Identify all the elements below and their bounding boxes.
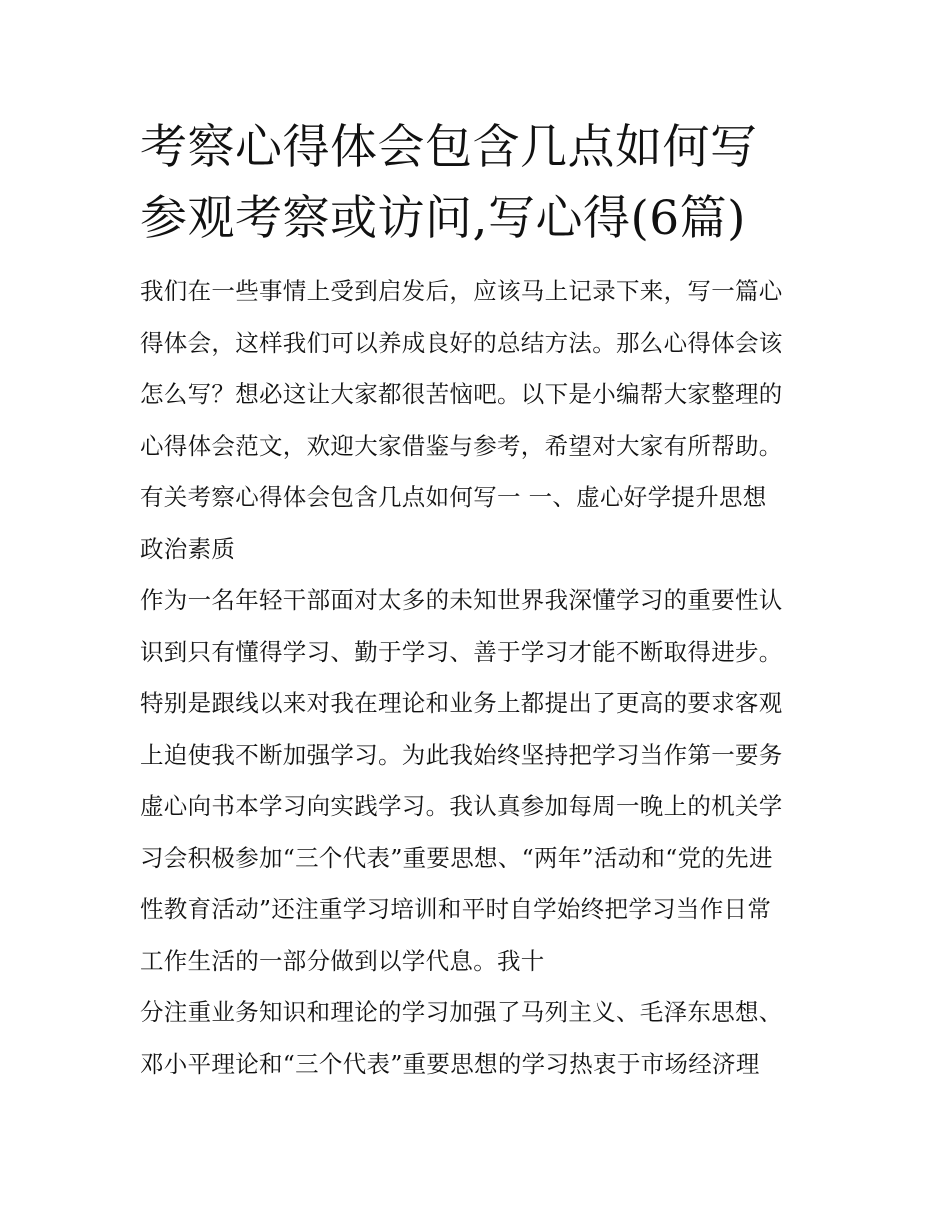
- document-page: [140, 112, 820, 1090]
- text-line: 特别是跟线以来对我在理论和业务上都提出了更高的要求客观: [140, 689, 783, 717]
- text-line: 上迫使我不断加强学习。为此我始终坚持把学习当作第一要务: [140, 740, 783, 769]
- text-line: 作为一名年轻干部面对太多的未知世界我深懂学习的重要性认: [140, 586, 783, 614]
- text-line: 得体会，这样我们可以养成良好的总结方法。那么心得体会该: [140, 328, 783, 357]
- text-line: 怎么写？想必这让大家都很苦恼吧。以下是小编帮大家整理的: [140, 380, 783, 408]
- text-line: 邓小平理论和“三个代表”重要思想的学习热衷于市场经济理: [140, 1049, 760, 1078]
- paragraph-intro: [140, 266, 820, 472]
- text-line: 心得体会范文，欢迎大家借鉴与参考，希望对大家有所帮助。: [140, 431, 783, 460]
- text-line: 识到只有懂得学习、勤于学习、善于学习才能不断取得进步。: [140, 637, 783, 666]
- paragraph-study: [140, 575, 820, 987]
- text-line: 我们在一些事情上受到启发后，应该马上记录下来，写一篇心: [140, 277, 783, 305]
- document-title: [140, 112, 820, 254]
- text-line: 有关考察心得体会包含几点如何写一 一、虚心好学提升思想: [140, 483, 767, 511]
- title-line: 参观考察或访问,写心得(6篇): [140, 191, 747, 246]
- text-line: 虚心向书本学习向实践学习。我认真参加每周一晚上的机关学: [140, 792, 783, 820]
- paragraph-theory: [140, 987, 820, 1090]
- text-line: 习会积极参加“三个代表”重要思想、“两年”活动和“党的先进: [140, 843, 773, 872]
- text-line: 性教育活动”还注重学习培训和平时自学始终把学习当作日常: [140, 895, 772, 923]
- paragraph-section-heading: [140, 472, 820, 575]
- text-line: 政治素质: [140, 534, 236, 563]
- text-line: 工作生活的一部分做到以学代息。我十: [140, 946, 545, 975]
- document-body: [140, 266, 820, 1090]
- title-line: 考察心得体会包含几点如何写: [140, 120, 758, 175]
- text-line: 分注重业务知识和理论的学习加强了马列主义、毛泽东思想、: [140, 998, 783, 1026]
